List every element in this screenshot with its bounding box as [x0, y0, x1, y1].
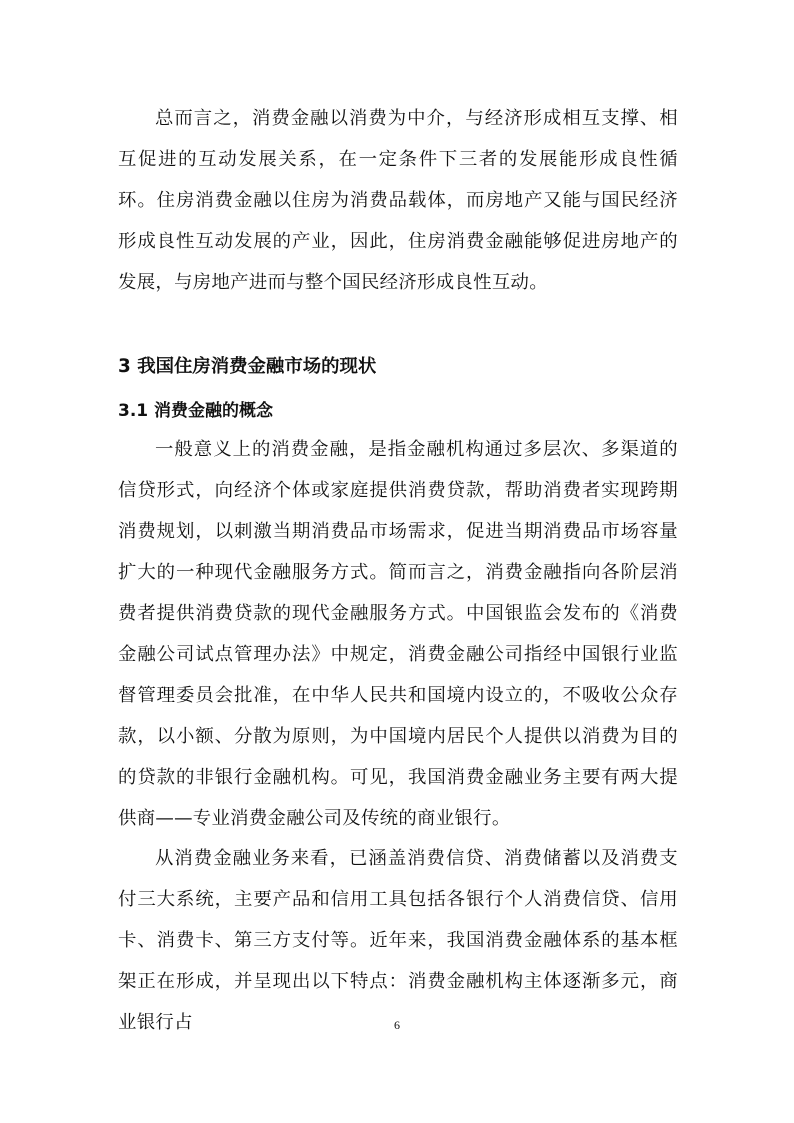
paragraph-summary: 总而言之，消费金融以消费为中介，与经济形成相互支撑、相互促进的互动发展关系，在一定条件下三者的发展能形成良性循环。住房消费金融以住房为消费品载体，而房地产又能与国民经济形成良性互动发展的产业，因此，住房消费金融能够促进房地产的发展，与房地产进而与整个国民经济形成良性互动。	[118, 108, 678, 293]
section-heading-3: 3 我国住房消费金融市场的现状	[118, 356, 377, 377]
page-number: 6	[394, 1018, 400, 1032]
paragraph-consumer-finance-concept: 一般意义上的消费金融，是指金融机构通过多层次、多渠道的信贷形式，向经济个体或家庭提供消费贷款，帮助消费者实现跨期消费规划，以刺激当期消费品市场需求，促进当期消费品市场容量扩大的一种现代金融服务方式。简而言之，消费金融指向各阶层消费者提供消费贷款的现代金融服务方式。中国银监会发布的《消费金融公司试点管理办法》中规定，消费金融公司指经中国银行业监督管理委员会批准，在中华人民共和国境内设立的，不吸收公众存款，以小额、分散为原则，为中国境内居民个人提供以消费为目的的贷款的非银行金融机构。可见，我国消费金融业务主要有两大提供商——专业消费金融公司及传统的商业银行。	[118, 439, 678, 829]
paragraph-consumer-finance-business: 从消费金融业务来看，已涵盖消费信贷、消费储蓄以及消费支付三大系统，主要产品和信用工具包括各银行个人消费信贷、信用卡、消费卡、第三方支付等。近年来，我国消费金融体系的基本框架正在形成，并呈现出以下特点：消费金融机构主体逐渐多元，商业银行占	[118, 848, 678, 1033]
section-heading-3-1: 3.1 消费金融的概念	[118, 401, 274, 421]
